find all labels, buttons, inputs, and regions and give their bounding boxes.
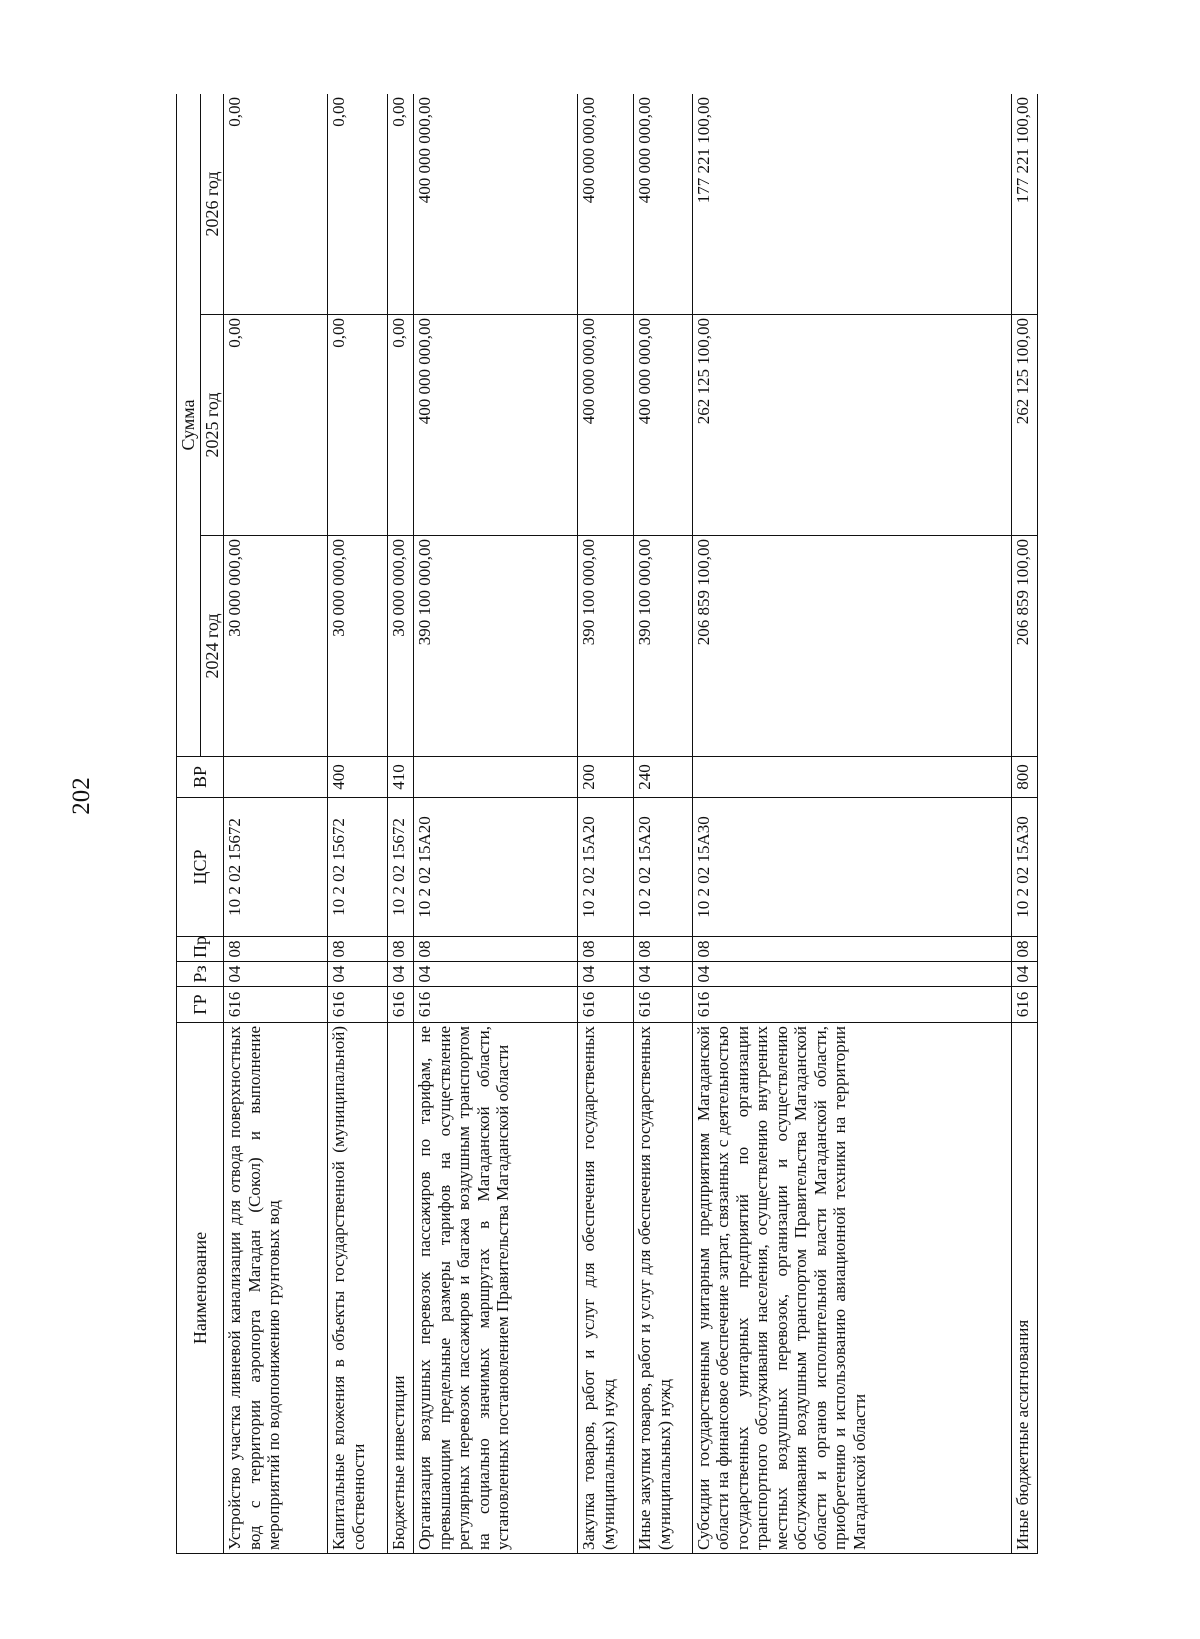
table-row	[1012, 94, 1038, 1554]
header-gr: ГР	[177, 987, 224, 1023]
header-csr: ЦСР	[177, 798, 224, 937]
row-amount-2024: 390 100 000,00	[578, 536, 634, 757]
table-row	[327, 94, 387, 1554]
row-amount-2024: 206 859 100,00	[692, 536, 1011, 757]
page-number: 202	[68, 777, 95, 815]
row-amount-2026: 177 221 100,00	[1012, 94, 1038, 315]
row-amount-2024: 30 000 000,00	[327, 536, 387, 757]
row-vr	[224, 757, 328, 798]
rotated-table-frame	[176, 94, 1038, 1554]
row-gr: 616	[224, 987, 328, 1023]
row-name: Организация воздушных перевозок пассажиров по тарифам, не превышающим предельные размеры тарифов на осуществление регулярных перевозок пассажиров и багажа воздушным транспортом на социально значимых маршрутах в Магаданской области, установленных постановлением Правительства Магаданской области	[414, 1023, 578, 1554]
row-csr: 10 2 02 15А30	[1012, 798, 1038, 937]
row-pr: 08	[634, 937, 692, 962]
row-csr: 10 2 02 15672	[224, 798, 328, 937]
row-gr: 616	[1012, 987, 1038, 1023]
header-row-top	[177, 94, 201, 1554]
row-amount-2025: 400 000 000,00	[414, 315, 578, 536]
table-row	[692, 94, 1011, 1554]
row-pr: 08	[578, 937, 634, 962]
row-csr: 10 2 02 15672	[327, 798, 387, 937]
row-amount-2024: 206 859 100,00	[1012, 536, 1038, 757]
row-amount-2024: 30 000 000,00	[388, 536, 414, 757]
header-vr: ВР	[177, 757, 224, 798]
header-year-2026: 2026 год	[200, 94, 224, 315]
table-row	[414, 94, 578, 1554]
row-amount-2024: 390 100 000,00	[634, 536, 692, 757]
row-pr: 08	[414, 937, 578, 962]
row-name: Закупка товаров, работ и услуг для обеспечения государственных (муниципальных) нужд	[578, 1023, 634, 1554]
row-pr: 08	[1012, 937, 1038, 962]
row-pr: 08	[224, 937, 328, 962]
row-rz: 04	[1012, 962, 1038, 987]
row-name: Устройство участка ливневой канализации для отвода поверхностных вод с территории аэропорта Магадан (Сокол) и выполнение мероприятий по водопонижению грунтовых вод	[224, 1023, 328, 1554]
header-rz: Рз	[177, 962, 224, 987]
table-row	[224, 94, 328, 1554]
row-name: Субсидии государственным унитарным предприятиям Магаданской области на финансовое обеспечение затрат, связанных с деятельностью государственных унитарных предприятий по организации транспортного обслуживания населения, осуществлению внутренних местных воздушных перевозок, организации и осуществлению обслуживания воздушным транспортом Правительства Магаданской области и органов исполнительной власти Магаданской области, приобретению и использованию авиационной техники на территории Магаданской области	[692, 1023, 1011, 1554]
row-vr: 800	[1012, 757, 1038, 798]
row-rz: 04	[578, 962, 634, 987]
row-rz: 04	[224, 962, 328, 987]
budget-table-container	[176, 94, 1038, 1554]
row-amount-2025: 400 000 000,00	[634, 315, 692, 536]
row-amount-2026: 177 221 100,00	[692, 94, 1011, 315]
row-csr: 10 2 02 15А30	[692, 798, 1011, 937]
row-vr: 240	[634, 757, 692, 798]
row-name: Бюджетные инвестиции	[388, 1023, 414, 1554]
row-vr: 400	[327, 757, 387, 798]
table-row	[388, 94, 414, 1554]
row-amount-2026: 400 000 000,00	[414, 94, 578, 315]
row-name: Иные закупки товаров, работ и услуг для обеспечения государственных (муниципальных) нужд	[634, 1023, 692, 1554]
row-amount-2025: 0,00	[327, 315, 387, 536]
row-amount-2026: 0,00	[327, 94, 387, 315]
row-gr: 616	[692, 987, 1011, 1023]
header-year-2024: 2024 год	[200, 536, 224, 757]
budget-table	[176, 94, 1038, 1554]
row-amount-2026: 0,00	[388, 94, 414, 315]
row-amount-2026: 0,00	[224, 94, 328, 315]
row-amount-2025: 262 125 100,00	[1012, 315, 1038, 536]
header-sum: Сумма	[177, 94, 201, 757]
row-name: Иные бюджетные ассигнования	[1012, 1023, 1038, 1554]
table-body	[224, 94, 1038, 1554]
row-amount-2024: 390 100 000,00	[414, 536, 578, 757]
row-csr: 10 2 02 15А20	[634, 798, 692, 937]
row-amount-2025: 400 000 000,00	[578, 315, 634, 536]
row-rz: 04	[692, 962, 1011, 987]
row-gr: 616	[414, 987, 578, 1023]
row-csr: 10 2 02 15672	[388, 798, 414, 937]
row-amount-2025: 0,00	[388, 315, 414, 536]
row-rz: 04	[388, 962, 414, 987]
row-name: Капитальные вложения в объекты государственной (муниципальной) собственности	[327, 1023, 387, 1554]
row-vr	[692, 757, 1011, 798]
row-pr: 08	[327, 937, 387, 962]
row-csr: 10 2 02 15А20	[414, 798, 578, 937]
row-vr: 410	[388, 757, 414, 798]
row-rz: 04	[327, 962, 387, 987]
row-rz: 04	[414, 962, 578, 987]
table-row	[634, 94, 692, 1554]
row-vr: 200	[578, 757, 634, 798]
row-gr: 616	[388, 987, 414, 1023]
row-pr: 08	[388, 937, 414, 962]
row-gr: 616	[327, 987, 387, 1023]
row-amount-2024: 30 000 000,00	[224, 536, 328, 757]
row-rz: 04	[634, 962, 692, 987]
row-csr: 10 2 02 15А20	[578, 798, 634, 937]
row-gr: 616	[578, 987, 634, 1023]
row-gr: 616	[634, 987, 692, 1023]
header-name: Наименование	[177, 1023, 224, 1554]
header-pr: Пр	[177, 937, 224, 962]
row-vr	[414, 757, 578, 798]
row-amount-2026: 400 000 000,00	[578, 94, 634, 315]
row-amount-2025: 0,00	[224, 315, 328, 536]
row-amount-2026: 400 000 000,00	[634, 94, 692, 315]
row-pr: 08	[692, 937, 1011, 962]
table-row	[578, 94, 634, 1554]
row-amount-2025: 262 125 100,00	[692, 315, 1011, 536]
header-year-2025: 2025 год	[200, 315, 224, 536]
